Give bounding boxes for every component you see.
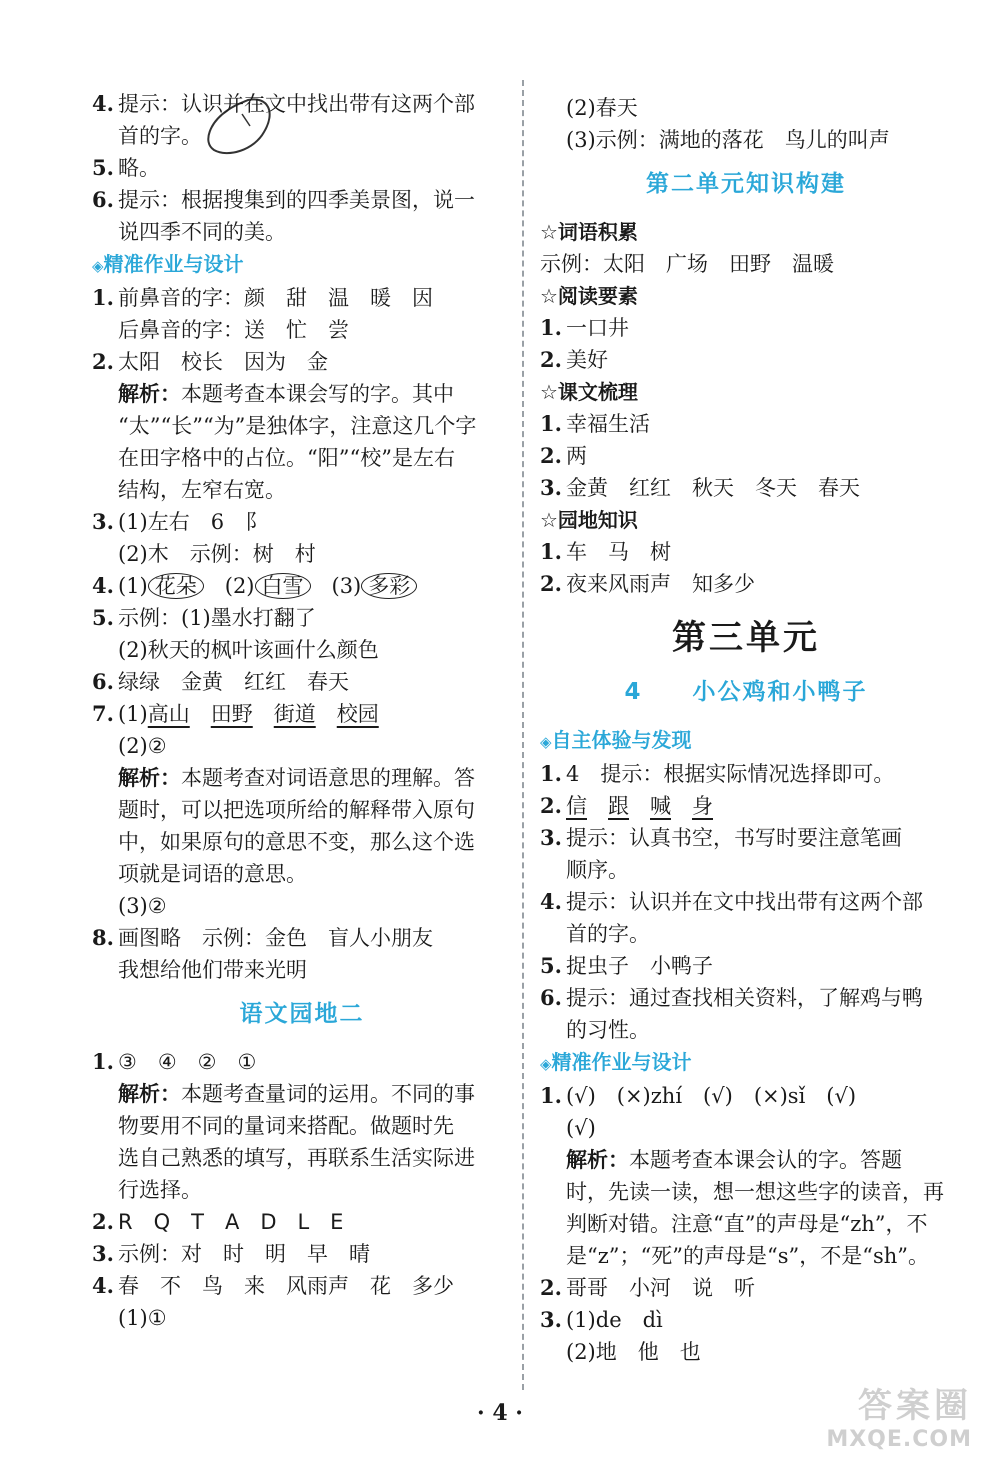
item-5 bbox=[540, 950, 952, 982]
item-text: R Q T A D L E bbox=[118, 1210, 344, 1234]
circled-word: 花朵 bbox=[148, 573, 204, 599]
item-number: 1. bbox=[540, 411, 562, 436]
item-1-cont bbox=[540, 1112, 952, 1144]
item-text: 我想给他们带来光明 bbox=[118, 958, 307, 982]
item-3 bbox=[540, 472, 952, 504]
item-text: (2)秋天的枫叶该画什么颜色 bbox=[118, 638, 379, 662]
analysis-text: 本题考查量词的运用。不同的事 bbox=[181, 1082, 475, 1106]
analysis-text: 判断对错。注意“直”的声母是“zh”，不 bbox=[566, 1212, 928, 1236]
item-number: 4. bbox=[540, 889, 562, 914]
item-number: 3. bbox=[92, 1241, 114, 1266]
item-3-cont bbox=[540, 854, 952, 886]
item-number: 3. bbox=[540, 1307, 562, 1332]
item-number: 6. bbox=[92, 669, 114, 694]
item-text: 示例：太阳 广场 田野 温暖 bbox=[540, 252, 834, 276]
item-text: 前鼻音的字：颜 甜 温 暖 因 bbox=[118, 286, 433, 310]
subheading-text-review: ☆课文梳理 bbox=[540, 380, 638, 404]
page-number: · 4 · bbox=[477, 1400, 523, 1426]
section-heading-text: 自主体验与发现 bbox=[551, 728, 692, 752]
item-text: 首的字。 bbox=[566, 922, 650, 946]
vocabulary-line bbox=[540, 248, 952, 280]
item-number: 8. bbox=[92, 925, 114, 950]
item-4-cont bbox=[92, 120, 512, 152]
item-text: 太阳 校长 因为 金 bbox=[118, 350, 328, 374]
item-2 bbox=[540, 344, 952, 376]
underlined-char: 信 bbox=[566, 794, 587, 818]
item-number: 6. bbox=[540, 985, 562, 1010]
item-2 bbox=[540, 568, 952, 600]
item-2 bbox=[540, 1272, 952, 1304]
item-text: 提示：认识并在文中找出带有这两个部 bbox=[566, 890, 923, 914]
item-text: 略。 bbox=[118, 156, 160, 180]
analysis-cont bbox=[540, 1176, 952, 1208]
underlined-word: 田野 bbox=[210, 702, 253, 726]
item-2 bbox=[540, 790, 952, 822]
item-cont bbox=[540, 124, 952, 156]
watermark-logo-text: 答案圈 bbox=[858, 1386, 972, 1426]
item-number: 1. bbox=[540, 761, 562, 786]
item-number: 2. bbox=[540, 793, 562, 818]
item-1 bbox=[540, 408, 952, 440]
item-1 bbox=[92, 282, 512, 314]
underlined-word: 高山 bbox=[147, 702, 190, 726]
item-6 bbox=[92, 184, 512, 216]
analysis-text: 选自己熟悉的填写，再联系生活实际进 bbox=[118, 1146, 475, 1170]
item-1 bbox=[92, 1046, 512, 1078]
analysis-text: “太”“长”“为”是独体字，注意这几个字 bbox=[118, 414, 477, 438]
item-text: 提示：根据搜集到的四季美景图，说一 bbox=[118, 188, 475, 212]
subheading-vocabulary: ☆词语积累 bbox=[540, 220, 638, 244]
item-number: 1. bbox=[92, 1049, 114, 1074]
item-number: 2. bbox=[92, 349, 114, 374]
section-heading-precise-homework bbox=[540, 1046, 952, 1080]
item-text: 提示：认真书空，书写时要注意笔画 bbox=[566, 826, 902, 850]
analysis-label: 解析： bbox=[118, 765, 181, 790]
lesson-name: 小公鸡和小鸭子 bbox=[692, 679, 868, 705]
item-text: 金黄 红红 秋天 冬天 春天 bbox=[566, 476, 860, 500]
item-number: 5. bbox=[540, 953, 562, 978]
underlined-char: 喊 bbox=[650, 794, 671, 818]
item-text: 示例：(1)墨水打翻了 bbox=[118, 606, 316, 630]
item-number: 1. bbox=[92, 285, 114, 310]
item-text: (1) bbox=[118, 702, 148, 726]
item-text: (√) (×)zhí (√) (×)sǐ (√) bbox=[566, 1084, 857, 1108]
item-text: 提示：通过查找相关资料，了解鸡与鸭 bbox=[566, 986, 923, 1010]
analysis-text: 行选择。 bbox=[118, 1178, 202, 1202]
item-number: 2. bbox=[540, 1275, 562, 1300]
item-text: 顺序。 bbox=[566, 858, 629, 882]
item-number: 1. bbox=[540, 315, 562, 340]
section-heading-text: 精准作业与设计 bbox=[103, 252, 244, 276]
unit-title-unit3: 第三单元 bbox=[672, 618, 820, 658]
item-number: 2. bbox=[92, 1209, 114, 1234]
right-column bbox=[540, 92, 952, 1368]
circled-word: 多彩 bbox=[361, 573, 417, 599]
item-number: 4. bbox=[92, 91, 114, 116]
item-number: 2. bbox=[540, 571, 562, 596]
item-text: 一口井 bbox=[566, 316, 629, 340]
item-8-cont bbox=[92, 954, 512, 986]
analysis-text: 是“z”；“死”的声母是“s”，不是“sh”。 bbox=[566, 1244, 930, 1268]
item-1 bbox=[540, 536, 952, 568]
analysis-text: 结构，左窄右宽。 bbox=[118, 478, 286, 502]
item-1 bbox=[540, 312, 952, 344]
analysis-cont bbox=[92, 442, 512, 474]
item-2 bbox=[92, 346, 512, 378]
section-heading-text: 精准作业与设计 bbox=[551, 1050, 692, 1074]
diamond-icon: ◈ bbox=[540, 1055, 552, 1073]
item-text: (3) bbox=[331, 574, 362, 598]
underlined-char: 跟 bbox=[608, 794, 629, 818]
item-5 bbox=[92, 152, 512, 184]
circled-word: 白雪 bbox=[255, 573, 311, 599]
analysis-cont bbox=[92, 1174, 512, 1206]
lesson-title bbox=[540, 672, 952, 712]
item-number: 3. bbox=[540, 825, 562, 850]
analysis-text: 题时，可以把选项所给的解释带入原句 bbox=[118, 798, 475, 822]
analysis-text: 物要用不同的量词来搭配。做题时先 bbox=[118, 1114, 454, 1138]
item-6-cont bbox=[540, 1014, 952, 1046]
item-2 bbox=[92, 1206, 512, 1238]
item-number: 5. bbox=[92, 605, 114, 630]
item-text: 车 马 树 bbox=[566, 540, 671, 564]
item-text: 4 提示：根据实际情况选择即可。 bbox=[566, 762, 895, 786]
diamond-icon: ◈ bbox=[92, 257, 104, 275]
item-text: 幸福生活 bbox=[566, 412, 650, 436]
section-title-chinese-garden-2: 语文园地二 bbox=[239, 1001, 365, 1027]
item-6-cont bbox=[92, 216, 512, 248]
item-7-cont bbox=[92, 890, 512, 922]
column-divider bbox=[522, 80, 524, 1390]
analysis bbox=[92, 762, 512, 794]
item-number: 3. bbox=[92, 509, 114, 534]
item-text: 后鼻音的字：送 忙 尝 bbox=[118, 318, 349, 342]
item-text: 夜来风雨声 知多少 bbox=[566, 572, 755, 596]
item-number: 2. bbox=[540, 443, 562, 468]
item-3 bbox=[540, 1304, 952, 1336]
analysis-cont bbox=[92, 1110, 512, 1142]
item-text: (√) bbox=[566, 1116, 596, 1140]
item-text: (1) bbox=[118, 574, 148, 598]
item-4-cont bbox=[540, 918, 952, 950]
section-heading-precise-homework bbox=[92, 248, 512, 282]
item-2 bbox=[540, 440, 952, 472]
item-number: 1. bbox=[540, 1083, 562, 1108]
analysis-label: 解析： bbox=[566, 1147, 629, 1172]
item-3-cont bbox=[540, 1336, 952, 1368]
item-text: 两 bbox=[566, 444, 587, 468]
item-number: 6. bbox=[92, 187, 114, 212]
item-4 bbox=[92, 1270, 512, 1302]
analysis-cont bbox=[92, 1142, 512, 1174]
item-text: 美好 bbox=[566, 348, 608, 372]
section-heading-self-discovery bbox=[540, 724, 952, 758]
analysis-cont bbox=[92, 474, 512, 506]
item-text: 的习性。 bbox=[566, 1018, 650, 1042]
section-title-unit2-knowledge: 第二单元知识构建 bbox=[646, 171, 846, 197]
item-text: (2)木 示例：树 村 bbox=[118, 542, 316, 566]
item-number: 3. bbox=[540, 475, 562, 500]
item-3 bbox=[540, 822, 952, 854]
analysis-text: 时，先读一读，想一想这些字的读音，再 bbox=[566, 1180, 944, 1204]
subheading-reading: ☆阅读要素 bbox=[540, 284, 638, 308]
item-3-cont bbox=[92, 538, 512, 570]
item-text: 捉虫子 小鸭子 bbox=[566, 954, 713, 978]
item-text: 春 不 鸟 来 风雨声 花 多少 bbox=[118, 1274, 454, 1298]
analysis-cont bbox=[92, 826, 512, 858]
item-cont bbox=[540, 92, 952, 124]
item-text: (3)示例：满地的落花 鸟儿的叫声 bbox=[566, 128, 890, 152]
analysis-text: 中，如果原句的意思不变，那么这个选 bbox=[118, 830, 475, 854]
lesson-number: 4 bbox=[624, 679, 643, 705]
left-column bbox=[92, 88, 512, 1334]
item-text: 绿绿 金黄 红红 春天 bbox=[118, 670, 349, 694]
analysis-cont bbox=[540, 1208, 952, 1240]
underlined-char: 身 bbox=[692, 794, 713, 818]
analysis-label: 解析： bbox=[118, 1081, 181, 1106]
item-6 bbox=[540, 982, 952, 1014]
item-text: 画图略 示例：金色 盲人小朋友 bbox=[118, 926, 433, 950]
analysis-cont bbox=[92, 858, 512, 890]
item-text: 首的字。 bbox=[118, 124, 202, 148]
item-text: ③ ④ ② ① bbox=[118, 1050, 257, 1074]
item-text: (2) bbox=[224, 574, 255, 598]
item-5b bbox=[92, 602, 512, 634]
item-text: (2)② bbox=[118, 734, 167, 758]
analysis-text: 本题考查本课会认的字。答题 bbox=[629, 1148, 902, 1172]
item-text: 说四季不同的美。 bbox=[118, 220, 286, 244]
underlined-word: 校园 bbox=[336, 702, 379, 726]
analysis-cont bbox=[92, 794, 512, 826]
item-1 bbox=[540, 758, 952, 790]
item-7-cont bbox=[92, 730, 512, 762]
item-text: (2)春天 bbox=[566, 96, 638, 120]
watermark bbox=[826, 1378, 972, 1452]
analysis-text: 项就是词语的意思。 bbox=[118, 862, 307, 886]
diamond-icon: ◈ bbox=[540, 733, 552, 751]
analysis-cont bbox=[540, 1240, 952, 1272]
analysis-text: 在田字格中的占位。“阳”“校”是左右 bbox=[118, 446, 455, 470]
item-number: 1. bbox=[540, 539, 562, 564]
subheading-garden-knowledge: ☆园地知识 bbox=[540, 508, 638, 532]
item-text: 示例：对 时 明 早 晴 bbox=[118, 1242, 370, 1266]
item-number: 2. bbox=[540, 347, 562, 372]
item-text: (3)② bbox=[118, 894, 167, 918]
item-8 bbox=[92, 922, 512, 954]
item-number: 7. bbox=[92, 701, 114, 726]
item-4b bbox=[92, 570, 512, 602]
item-1 bbox=[540, 1080, 952, 1112]
item-number: 4. bbox=[92, 1273, 114, 1298]
item-4 bbox=[92, 88, 512, 120]
item-text: 提示：认识并在文中找出带有这两个部 bbox=[118, 92, 475, 116]
item-7 bbox=[92, 698, 512, 730]
item-text: (1)左右 6 阝 bbox=[118, 510, 267, 534]
item-text: (1)① bbox=[118, 1306, 167, 1330]
item-number: 4. bbox=[92, 573, 114, 598]
item-6b bbox=[92, 666, 512, 698]
analysis-cont bbox=[92, 410, 512, 442]
item-3 bbox=[92, 506, 512, 538]
analysis bbox=[92, 378, 512, 410]
analysis bbox=[92, 1078, 512, 1110]
item-number: 5. bbox=[92, 155, 114, 180]
watermark-url: MXQE.COM bbox=[826, 1427, 972, 1452]
analysis bbox=[540, 1144, 952, 1176]
item-text: (1)de dì bbox=[566, 1308, 663, 1332]
item-text: (2)地 他 也 bbox=[566, 1340, 701, 1364]
item-3 bbox=[92, 1238, 512, 1270]
underlined-word: 街道 bbox=[273, 702, 316, 726]
item-1-cont bbox=[92, 314, 512, 346]
item-4-cont bbox=[92, 1302, 512, 1334]
analysis-text: 本题考查对词语意思的理解。答 bbox=[181, 766, 475, 790]
analysis-label: 解析： bbox=[118, 381, 181, 406]
analysis-text: 本题考查本课会写的字。其中 bbox=[181, 382, 454, 406]
item-4 bbox=[540, 886, 952, 918]
item-text: 哥哥 小河 说 听 bbox=[566, 1276, 755, 1300]
item-5b-cont bbox=[92, 634, 512, 666]
